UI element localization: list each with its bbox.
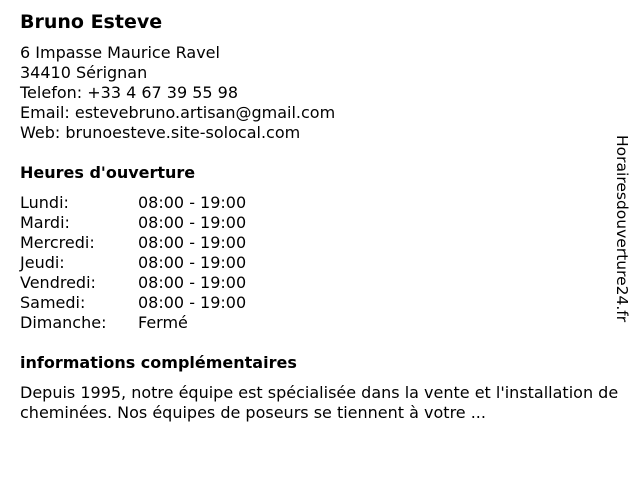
site-credit: Horairesdouverture24.fr [613, 135, 631, 323]
opening-hours-title: Heures d'ouverture [20, 163, 196, 182]
hours-row-tuesday [20, 213, 246, 233]
hours-row-monday [20, 193, 246, 213]
hours-time: 08:00 - 19:00 [138, 293, 247, 312]
additional-info-title: informations complémentaires [20, 353, 297, 372]
email-line: Email: estevebruno.artisan@gmail.com [20, 103, 336, 122]
hours-day: Dimanche: [20, 313, 107, 332]
hours-row-friday [20, 273, 246, 293]
hours-time: 08:00 - 19:00 [138, 233, 247, 252]
hours-time: Fermé [138, 313, 188, 332]
hours-row-thursday [20, 253, 246, 273]
web-line: Web: brunoesteve.site-solocal.com [20, 123, 301, 142]
hours-day: Mercredi: [20, 233, 95, 252]
hours-day: Lundi: [20, 193, 69, 212]
business-name: Bruno Esteve [20, 11, 163, 33]
hours-time: 08:00 - 19:00 [138, 213, 247, 232]
hours-day: Samedi: [20, 293, 86, 312]
hours-day: Mardi: [20, 213, 70, 232]
address-city: 34410 Sérignan [20, 63, 148, 82]
opening-hours-table [20, 193, 246, 333]
hours-day: Jeudi: [20, 253, 65, 272]
hours-time: 08:00 - 19:00 [138, 253, 247, 272]
phone-line: Telefon: +33 4 67 39 55 98 [20, 83, 239, 102]
hours-row-wednesday [20, 233, 246, 253]
business-card [20, 10, 620, 423]
hours-time: 08:00 - 19:00 [138, 273, 247, 292]
hours-day: Vendredi: [20, 273, 96, 292]
additional-info-text: Depuis 1995, notre équipe est spécialisée dans la vente et l'installation de cheminées. Nos équipes de poseurs se tiennent à votre ... [20, 383, 619, 422]
hours-time: 08:00 - 19:00 [138, 193, 247, 212]
hours-row-saturday [20, 293, 246, 313]
hours-row-sunday [20, 313, 246, 333]
address-street: 6 Impasse Maurice Ravel [20, 43, 220, 62]
